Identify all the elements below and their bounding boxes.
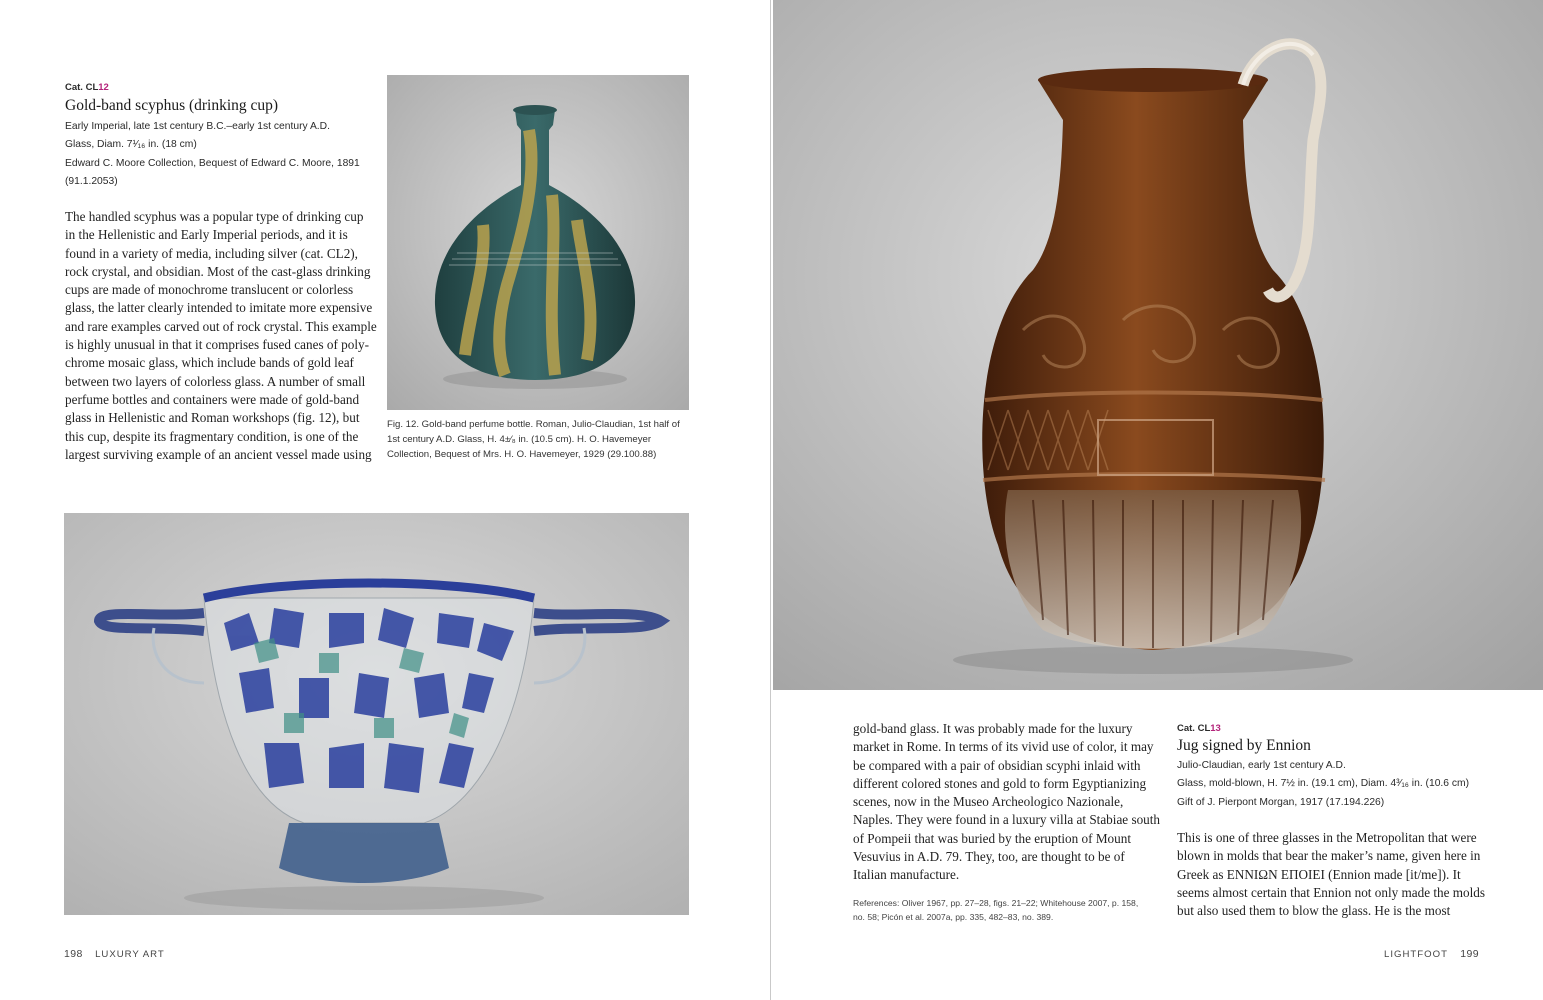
- body-line: is highly unusual in that it comprises fused canes of poly-: [65, 337, 369, 353]
- body-line: between two layers of colorless glass. A number of small: [65, 373, 366, 389]
- figure-caption: [387, 417, 680, 463]
- body-line: chrome mosaic glass, which include bands of gold leaf: [65, 355, 354, 371]
- catalog-title: Jug signed by Ennion: [1177, 737, 1311, 754]
- catalog-prefix: Cat. CL: [1177, 723, 1211, 734]
- body-line: The handled scyphus was a popular type of drinking cup: [65, 209, 364, 224]
- body-line: This is one of three glasses in the Metropolitan that were: [1177, 830, 1477, 845]
- body-line: cups are made of monochrome translucent or colorless: [65, 282, 354, 298]
- metadata-line: Julio-Claudian, early 1st century A.D.: [1177, 760, 1346, 771]
- body-line: be compared with a pair of obsidian scyphi inlaid with: [853, 757, 1141, 773]
- right-page: [771, 0, 1543, 1000]
- body-line: this cup, despite its fragmentary condition, is one of the: [65, 428, 359, 444]
- running-head: LIGHTFOOT: [1384, 949, 1448, 960]
- body-line: and rare examples carved out of rock crystal. This example: [65, 318, 377, 334]
- body-line: Naples. They were found in a luxury villa at Stabiae south: [853, 812, 1161, 828]
- perfume-bottle-photo: [387, 75, 689, 410]
- caption-line: Fig. 12. Gold-band perfume bottle. Roman, Julio-Claudian, 1st half of: [387, 419, 680, 430]
- body-line: scenes, now in the Museo Archeologico Nazionale,: [853, 794, 1124, 810]
- caption-line: Collection, Bequest of Mrs. H. O. Havemeyer, 1929 (29.100.88): [387, 449, 657, 461]
- body-line: Italian manufacture.: [853, 867, 960, 883]
- body-line: found in a variety of media, including silver (cat. CL2),: [65, 245, 358, 261]
- metadata-line: Gift of J. Pierpont Morgan, 1917 (17.194.226): [1177, 796, 1385, 808]
- reference-line: no. 58; Picón et al. 2007a, pp. 335, 482–83, no. 389.: [853, 911, 1054, 922]
- catalog-metadata: [1177, 757, 1469, 812]
- body-line: largest surviving example of an ancient vessel made using: [65, 446, 372, 462]
- body-line: of Pompeii that was buried by the eruption of Mount: [853, 830, 1131, 846]
- metadata-line: Glass, Diam. 7¹⁄₁₆ in. (18 cm): [65, 139, 197, 151]
- body-line: in the Hellenistic and Early Imperial periods, and it is: [65, 227, 348, 243]
- body-text: [65, 208, 377, 464]
- folio-number: 199: [1460, 948, 1479, 960]
- body-line: seems almost certain that Ennion not only made the molds: [1177, 884, 1486, 900]
- body-line: market in Rome. In terms of its vivid use of color, it may: [853, 739, 1154, 755]
- scyphus-photo: [64, 513, 689, 915]
- metadata-line: Edward C. Moore Collection, Bequest of Edward C. Moore, 1891: [65, 157, 360, 169]
- references: [853, 897, 1138, 924]
- catalog-label: [1177, 723, 1221, 734]
- catalog-number: 12: [98, 82, 109, 93]
- body-text: [1177, 829, 1485, 920]
- body-line: rock crystal, and obsidian. Most of the cast-glass drinking: [65, 263, 371, 279]
- metadata-line: Glass, mold-blown, H. 7½ in. (19.1 cm), Diam. 4³⁄₁₆ in. (10.6 cm): [1177, 778, 1470, 790]
- catalog-title: Gold-band scyphus (drinking cup): [65, 97, 279, 114]
- body-line: but also used them to blow the glass. He is the most: [1177, 903, 1451, 919]
- catalog-number: 13: [1210, 723, 1221, 734]
- body-line: Vesuvius in A.D. 79. They, too, are thought to be of: [853, 849, 1125, 865]
- running-head: LUXURY ART: [95, 949, 165, 960]
- body-line: perfume bottles and containers were made of gold-band: [65, 391, 360, 407]
- catalog-label: [65, 82, 109, 93]
- body-line: blown in molds that bear the maker’s name, given here in: [1177, 848, 1481, 864]
- body-line: Greek as ΕΝΝΙΩΝ ΕΠΟΙΕΙ (Ennion made [it/me]). It: [1177, 866, 1461, 882]
- metadata-line: Early Imperial, late 1st century B.C.–early 1st century A.D.: [65, 121, 330, 132]
- body-line: glass in Hellenistic and Roman workshops (fig. 12), but: [65, 410, 360, 426]
- folio-number: 198: [64, 948, 83, 960]
- reference-line: References: Oliver 1967, pp. 27–28, figs. 21–22; Whitehouse 2007, p. 158,: [853, 898, 1139, 908]
- body-line: gold-band glass. It was probably made for the luxury: [853, 721, 1133, 736]
- page-footer: [1384, 948, 1479, 960]
- body-text-continued: [853, 720, 1160, 885]
- caption-line: 1st century A.D. Glass, H. 4±⁄₈ in. (10.5 cm). H. O. Havemeyer: [387, 434, 652, 446]
- left-page: [0, 0, 771, 1000]
- metadata-line: (91.1.2053): [65, 175, 118, 187]
- catalog-metadata: [65, 118, 360, 191]
- page-footer: [64, 948, 165, 960]
- body-line: different colored stones and gold to form Egyptianizing: [853, 775, 1147, 791]
- catalog-prefix: Cat. CL: [65, 82, 99, 93]
- body-line: glass, the latter clearly intended to imitate more expensive: [65, 300, 373, 316]
- ennion-jug-photo: [773, 0, 1543, 690]
